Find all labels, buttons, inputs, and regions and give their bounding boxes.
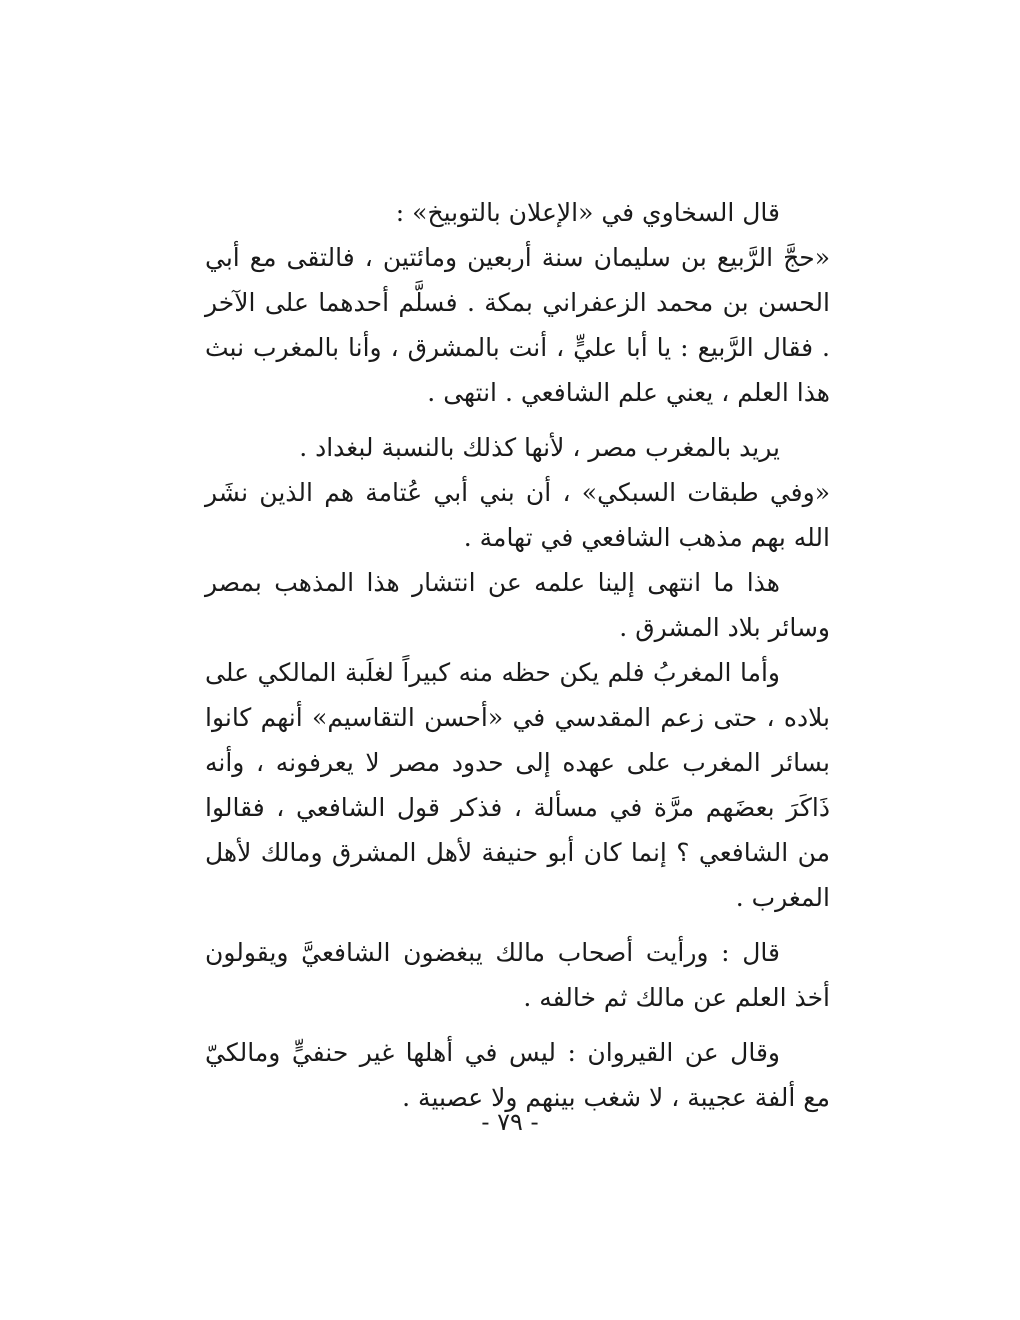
paragraph-3: يريد بالمغرب مصر ، لأنها كذلك بالنسبة لبغداد . (299, 433, 780, 462)
paragraph-8: وقال عن القيروان : ليس في أهلها غير حنفيٍّ ومالكيّ مع ألفة عجيبة ، لا شغب بينهم ولا عصبية . (205, 1038, 830, 1112)
paragraph-1: قال السخاوي في «الإعلان بالتوبيخ» : (395, 198, 780, 227)
paragraph-6: وأما المغربُ فلم يكن حظه منه كبيراً لغلَبة المالكي على بلاده ، حتى زعم المقدسي في «أحسن التقاسيم» أنهم كانوا بسائر المغرب على عهده إلى حدود مصر لا يعرفونه ، وأنه ذَاكَرَ بعضَهم مرَّة في مسألة ، فذكر قول الشافعي ، فقالوا من الشافعي ؟ إنما كان أبو حنيفة لأهل المشرق ومالك لأهل المغرب . (205, 658, 830, 912)
paragraph-2: «حجَّ الرَّبيع بن سليمان سنة أربعين ومائتين ، فالتقى مع أبي الحسن بن محمد الزعفراني بمكة . فسلَّم أحدهما على الآخر . فقال الرَّبيع : يا أبا عليٍّ ، أنت بالمشرق ، وأنا بالمغرب نبث هذا العلم ، يعني علم الشافعي . انتهى . (205, 243, 830, 407)
page-body (205, 190, 830, 1120)
paragraph-4: «وفي طبقات السبكي» ، أن بني أبي عُتامة هم الذين نشَر الله بهم مذهب الشافعي في تهامة . (205, 478, 830, 552)
paragraph-7: قال : ورأيت أصحاب مالك يبغضون الشافعيَّ ويقولون أخذ العلم عن مالك ثم خالفه . (205, 938, 830, 1012)
paragraph-5: هذا ما انتهى إلينا علمه عن انتشار هذا المذهب بمصر وسائر بلاد المشرق . (205, 568, 830, 642)
page-number: - ٧٩ - (481, 1108, 539, 1136)
